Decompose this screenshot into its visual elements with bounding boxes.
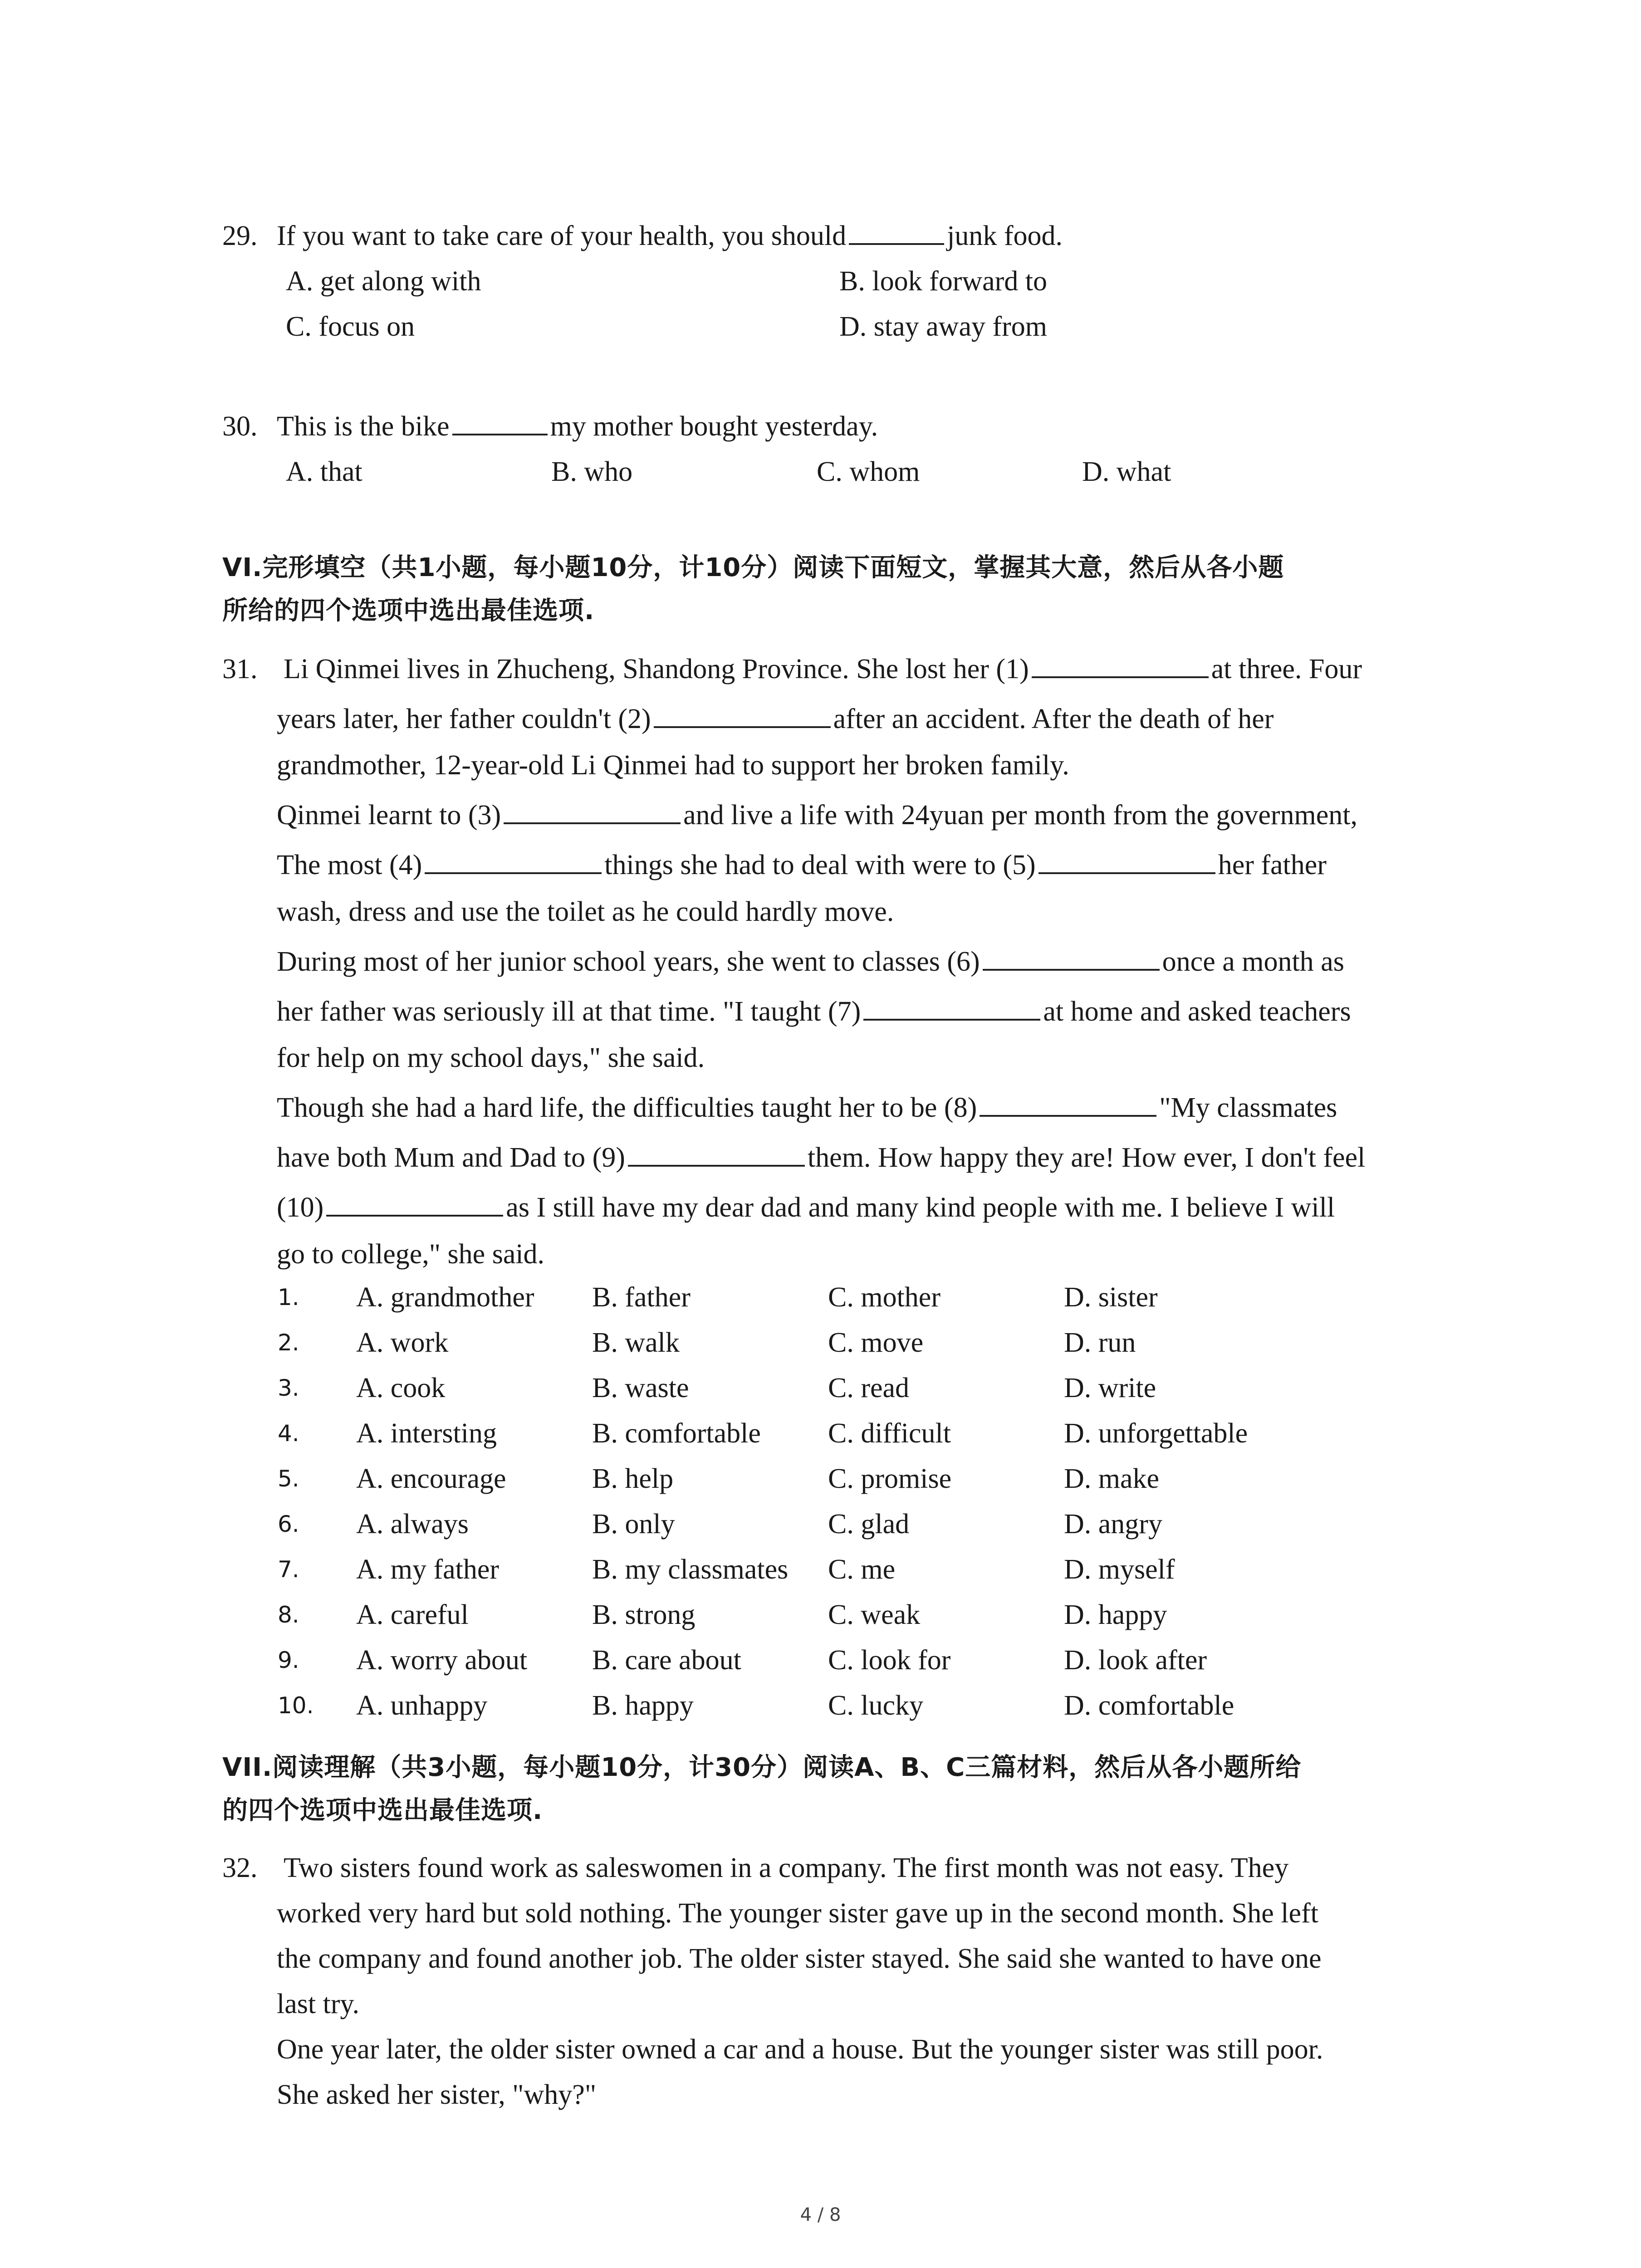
passage-text: The most (4) bbox=[277, 850, 422, 880]
choice-d: D. myself bbox=[1064, 1554, 1175, 1585]
passage-text: go to college," she said. bbox=[277, 1239, 545, 1270]
q29-stem-before: If you want to take care of your health, you should bbox=[277, 220, 847, 251]
choice-c: C. promise bbox=[828, 1463, 952, 1494]
q32-line-1: Two sisters found work as saleswomen in a company. The first month was not easy. They bbox=[284, 1853, 1289, 1883]
choice-b: B. father bbox=[592, 1282, 691, 1313]
passage-text: wash, dress and use the toilet as he could hardly move. bbox=[277, 896, 894, 927]
q31-line-6 bbox=[277, 894, 894, 930]
answer-blank bbox=[1032, 652, 1209, 678]
passage-text: for help on my school days," she said. bbox=[277, 1042, 705, 1073]
choice-b: B. waste bbox=[592, 1373, 689, 1403]
choice-a: A. careful bbox=[356, 1599, 469, 1630]
q31-line-13 bbox=[277, 1236, 544, 1272]
q31-line-8 bbox=[277, 993, 1351, 1030]
q32-line-5: One year later, the older sister owned a car and a house. But the younger sister was still poor. bbox=[277, 2034, 1323, 2065]
choice-d: D. sister bbox=[1064, 1282, 1158, 1313]
q29-option-a: A. get along with bbox=[286, 266, 481, 297]
q31-line-12 bbox=[277, 1189, 1335, 1226]
q29-number: 29. bbox=[222, 220, 258, 251]
choice-a: A. work bbox=[356, 1327, 449, 1358]
q30-stem-before: This is the bike bbox=[277, 411, 450, 442]
section-7-heading-line1: VII.阅读理解（共3小题，每小题10分，计30分）阅读A、B、C三篇材料，然后从各小题所给 bbox=[222, 1753, 1302, 1782]
choice-row-number: 5. bbox=[278, 1466, 299, 1492]
q29-option-b: B. look forward to bbox=[839, 266, 1048, 297]
q32-number: 32. bbox=[222, 1853, 258, 1883]
choice-b: B. help bbox=[592, 1463, 674, 1494]
q30-number: 30. bbox=[222, 411, 258, 442]
answer-blank bbox=[654, 702, 831, 728]
q30-option-d: D. what bbox=[1082, 456, 1171, 487]
choice-row-number: 8. bbox=[278, 1602, 299, 1628]
passage-text: and live a life with 24yuan per month from the government, bbox=[683, 800, 1358, 831]
choice-b: B. strong bbox=[592, 1599, 696, 1630]
choice-d: D. happy bbox=[1064, 1599, 1167, 1630]
q31-line-5 bbox=[277, 847, 1327, 883]
choice-c: C. read bbox=[828, 1373, 910, 1403]
choice-row-number: 6. bbox=[278, 1511, 299, 1537]
answer-blank bbox=[863, 994, 1040, 1021]
section-6-heading-line2: 所给的四个选项中选出最佳选项. bbox=[222, 596, 595, 626]
choice-c: C. difficult bbox=[828, 1418, 951, 1449]
passage-text: Though she had a hard life, the difficulties taught her to be (8) bbox=[277, 1092, 977, 1123]
choice-b: B. care about bbox=[592, 1645, 741, 1676]
choice-row-number: 2. bbox=[278, 1330, 299, 1356]
choice-d: D. angry bbox=[1064, 1509, 1162, 1540]
answer-blank bbox=[628, 1140, 805, 1167]
passage-text: Li Qinmei lives in Zhucheng, Shandong Province. She lost her (1) bbox=[284, 654, 1029, 684]
passage-text: (10) bbox=[277, 1192, 324, 1223]
choice-row-number: 1. bbox=[278, 1284, 299, 1310]
answer-blank bbox=[326, 1190, 503, 1217]
choice-c: C. glad bbox=[828, 1509, 910, 1540]
choice-b: B. comfortable bbox=[592, 1418, 761, 1449]
choice-a: A. intersting bbox=[356, 1418, 497, 1449]
answer-blank bbox=[980, 1090, 1156, 1117]
choice-a: A. encourage bbox=[356, 1463, 506, 1494]
q30-stem-after: my mother bought yesterday. bbox=[550, 411, 878, 442]
choice-b: B. my classmates bbox=[592, 1554, 789, 1585]
passage-text: after an accident. After the death of her bbox=[833, 704, 1274, 734]
passage-text: years later, her father couldn't (2) bbox=[277, 704, 651, 734]
q31-line-2 bbox=[277, 701, 1274, 737]
passage-text: at home and asked teachers bbox=[1043, 996, 1351, 1027]
choice-a: A. grandmother bbox=[356, 1282, 534, 1313]
passage-text: as I still have my dear dad and many kind people with me. I believe I will bbox=[506, 1192, 1335, 1223]
q30-option-c: C. whom bbox=[817, 456, 920, 487]
choice-d: D. look after bbox=[1064, 1645, 1207, 1676]
choice-d: D. unforgettable bbox=[1064, 1418, 1248, 1449]
passage-text: her father bbox=[1218, 850, 1327, 880]
passage-text: them. How happy they are! How ever, I don't feel bbox=[807, 1142, 1366, 1173]
choice-c: C. lucky bbox=[828, 1690, 924, 1721]
choice-d: D. run bbox=[1064, 1327, 1136, 1358]
choice-row-number: 3. bbox=[278, 1375, 299, 1401]
choice-row-number: 7. bbox=[278, 1556, 299, 1583]
q31-line-7 bbox=[277, 943, 1344, 980]
choice-d: D. comfortable bbox=[1064, 1690, 1234, 1721]
choice-c: C. look for bbox=[828, 1645, 951, 1676]
choice-c: C. weak bbox=[828, 1599, 921, 1630]
choice-c: C. move bbox=[828, 1327, 924, 1358]
answer-blank bbox=[452, 409, 548, 435]
answer-blank bbox=[983, 944, 1160, 971]
q29-stem-after: junk food. bbox=[947, 220, 1063, 251]
answer-blank bbox=[1038, 848, 1215, 874]
choice-b: B. walk bbox=[592, 1327, 680, 1358]
passage-text: During most of her junior school years, she went to classes (6) bbox=[277, 946, 980, 977]
section-7-heading-line2: 的四个选项中选出最佳选项. bbox=[222, 1796, 543, 1825]
choice-c: C. mother bbox=[828, 1282, 941, 1313]
q32-line-4: last try. bbox=[277, 1989, 359, 2019]
q32-line-6: She asked her sister, "why?" bbox=[277, 2079, 597, 2110]
choice-a: A. unhappy bbox=[356, 1690, 488, 1721]
choice-b: B. happy bbox=[592, 1690, 694, 1721]
q31-line-11 bbox=[277, 1139, 1365, 1176]
passage-text: grandmother, 12-year-old Li Qinmei had to support her broken family. bbox=[277, 750, 1069, 781]
q29-option-c: C. focus on bbox=[286, 311, 415, 342]
q30-option-a: A. that bbox=[286, 456, 362, 487]
q31-number: 31. bbox=[222, 654, 258, 684]
choice-a: A. my father bbox=[356, 1554, 500, 1585]
answer-blank bbox=[849, 219, 944, 245]
choice-row-number: 4. bbox=[278, 1420, 299, 1447]
passage-text: have both Mum and Dad to (9) bbox=[277, 1142, 625, 1173]
q32-line-3: the company and found another job. The older sister stayed. She said she wanted to have one bbox=[277, 1943, 1322, 1974]
passage-text: her father was seriously ill at that time. "I taught (7) bbox=[277, 996, 861, 1027]
passage-text: once a month as bbox=[1162, 946, 1344, 977]
choice-row-number: 9. bbox=[278, 1647, 299, 1673]
q29-option-d: D. stay away from bbox=[839, 311, 1047, 342]
choice-b: B. only bbox=[592, 1509, 675, 1540]
passage-text: "My classmates bbox=[1159, 1092, 1337, 1123]
choice-a: A. worry about bbox=[356, 1645, 528, 1676]
q31-line-9 bbox=[277, 1040, 705, 1076]
answer-blank bbox=[425, 848, 602, 874]
q30-option-b: B. who bbox=[551, 456, 633, 487]
passage-text: at three. Four bbox=[1211, 654, 1362, 684]
answer-blank bbox=[504, 798, 681, 824]
choice-d: D. write bbox=[1064, 1373, 1156, 1403]
q31-line-1 bbox=[284, 651, 1362, 687]
choice-a: A. cook bbox=[356, 1373, 446, 1403]
q31-line-10 bbox=[277, 1090, 1337, 1126]
page-number: 4 / 8 bbox=[800, 2204, 841, 2225]
q29-stem bbox=[277, 218, 1063, 254]
choice-row-number: 10. bbox=[278, 1692, 314, 1719]
choice-d: D. make bbox=[1064, 1463, 1160, 1494]
section-6-heading-line1: VI.完形填空（共1小题，每小题10分，计10分）阅读下面短文，掌握其大意，然后从各小题 bbox=[222, 553, 1284, 582]
passage-text: things she had to deal with were to (5) bbox=[604, 850, 1036, 880]
passage-text: Qinmei learnt to (3) bbox=[277, 800, 501, 831]
choice-a: A. always bbox=[356, 1509, 469, 1540]
q32-line-2: worked very hard but sold nothing. The younger sister gave up in the second month. She left bbox=[277, 1898, 1318, 1929]
q31-line-4 bbox=[277, 797, 1357, 833]
q31-line-3 bbox=[277, 747, 1069, 783]
choice-c: C. me bbox=[828, 1554, 896, 1585]
q30-stem bbox=[277, 408, 878, 445]
